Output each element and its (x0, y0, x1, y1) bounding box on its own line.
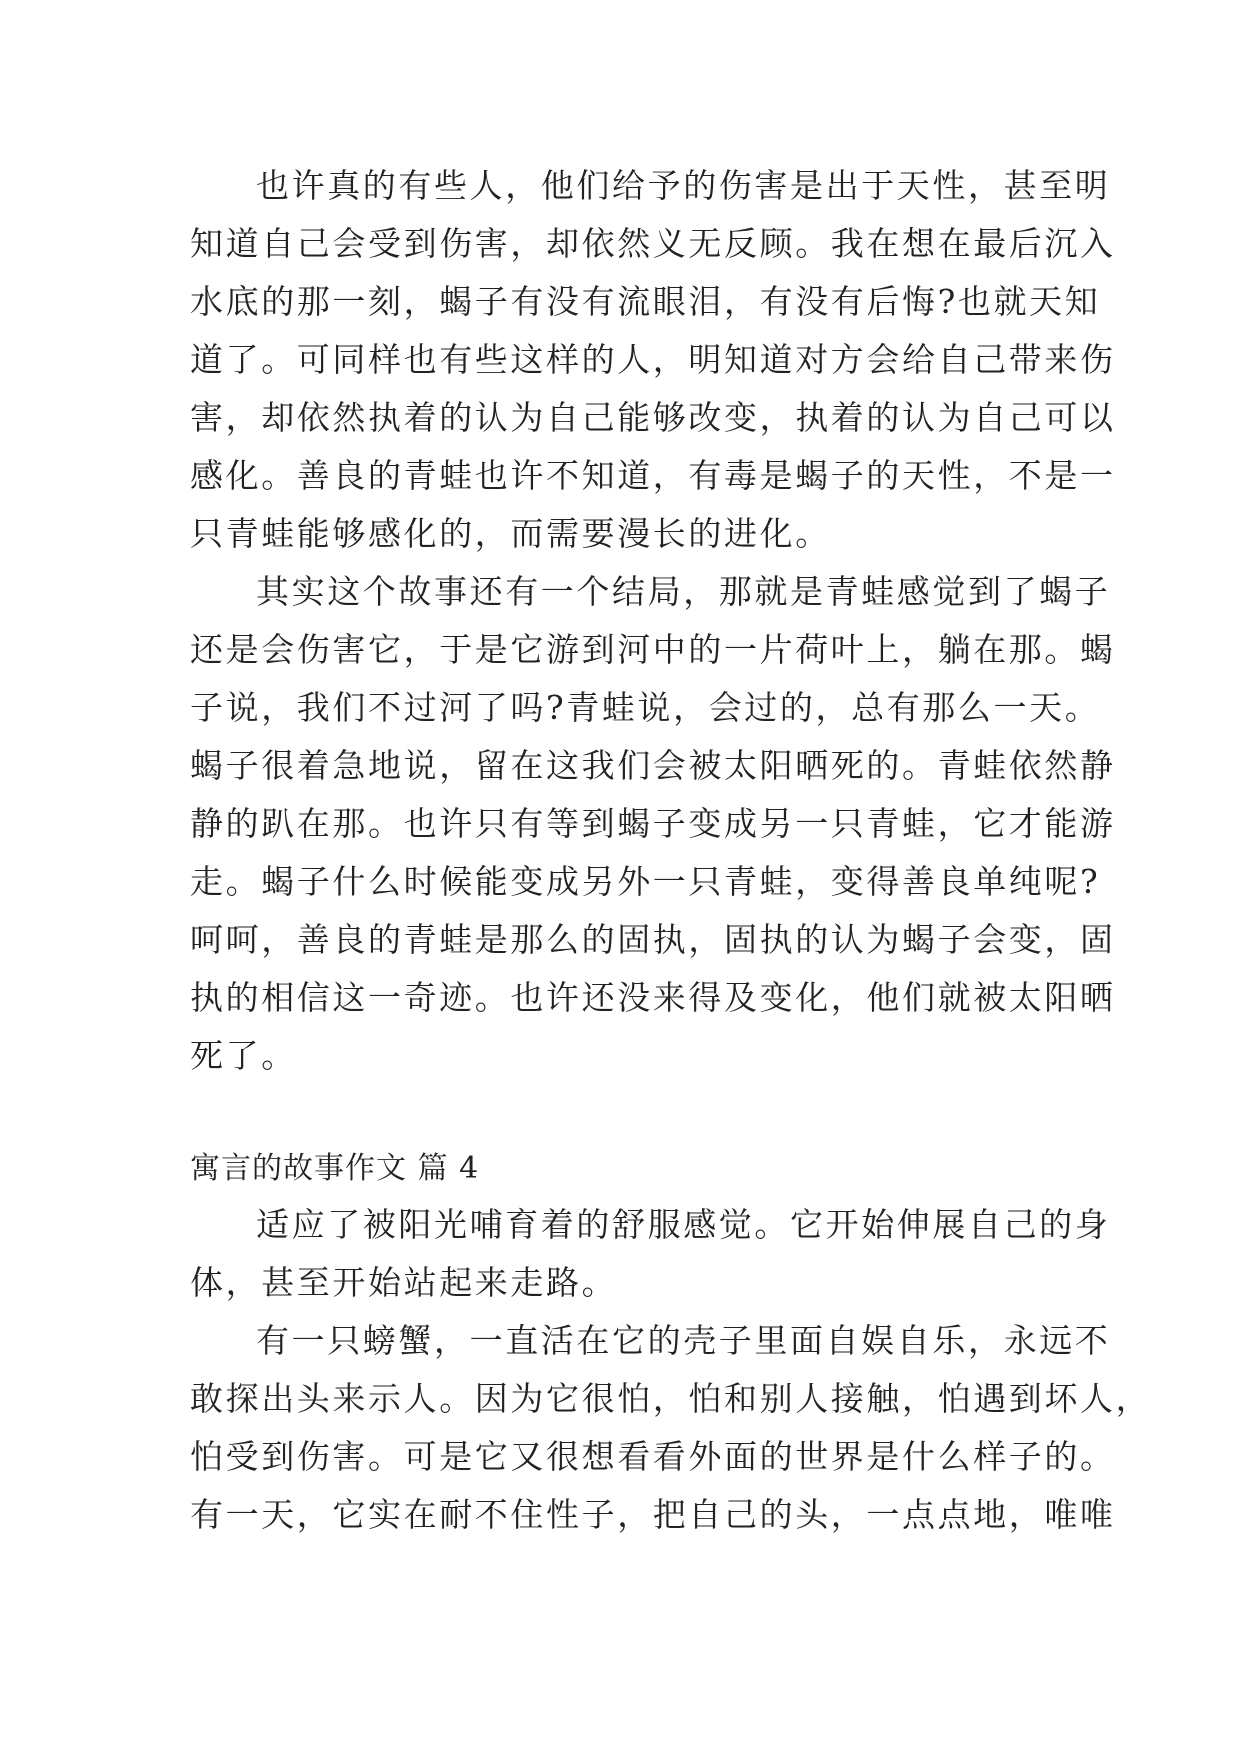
paragraph-4-line-2: 敢探出头来示人。因为它很怕，怕和别人接触，怕遇到坏人， (190, 1379, 1152, 1418)
paragraph-3-line-1: 适应了被阳光哺育着的舒服感觉。它开始伸展自己的身 (256, 1205, 1111, 1244)
paragraph-3-line-2: 体，甚至开始站起来走路。 (190, 1263, 618, 1302)
section-heading: 寓言的故事作文 篇 4 (190, 1151, 480, 1186)
paragraph-2-line-9: 死了。 (190, 1036, 297, 1075)
paragraph-2-line-2: 还是会伤害它，于是它游到河中的一片荷叶上，躺在那。蝎 (190, 630, 1116, 669)
paragraph-1-line-3: 水底的那一刻，蝎子有没有流眼泪，有没有后悔?也就天知 (190, 282, 1101, 321)
paragraph-1-line-4: 道了。可同样也有些这样的人，明知道对方会给自己带来伤 (190, 340, 1116, 379)
paragraph-2-line-4: 蝎子很着急地说，留在这我们会被太阳晒死的。青蛙依然静 (190, 746, 1116, 785)
paragraph-4-line-1: 有一只螃蟹，一直活在它的壳子里面自娱自乐，永远不 (256, 1321, 1111, 1360)
paragraph-1-line-7: 只青蛙能够感化的，而需要漫长的进化。 (190, 514, 831, 553)
paragraph-4-line-3: 怕受到伤害。可是它又很想看看外面的世界是什么样子的。 (190, 1437, 1116, 1476)
paragraph-2-line-7: 呵呵，善良的青蛙是那么的固执，固执的认为蝎子会变，固 (190, 920, 1116, 959)
paragraph-2-line-8: 执的相信这一奇迹。也许还没来得及变化，他们就被太阳晒 (190, 978, 1116, 1017)
paragraph-1-line-6: 感化。善良的青蛙也许不知道，有毒是蝎子的天性，不是一 (190, 456, 1116, 495)
paragraph-1-line-2: 知道自己会受到伤害，却依然义无反顾。我在想在最后沉入 (190, 224, 1116, 263)
paragraph-1-line-1: 也许真的有些人，他们给予的伤害是出于天性，甚至明 (256, 166, 1111, 205)
paragraph-4-line-4: 有一天，它实在耐不住性子，把自己的头，一点点地，唯唯 (190, 1495, 1116, 1534)
paragraph-2-line-3: 子说，我们不过河了吗?青蛙说，会过的，总有那么一天。 (190, 688, 1101, 727)
paragraph-2-line-6: 走。蝎子什么时候能变成另外一只青蛙，变得善良单纯呢? (190, 862, 1101, 901)
paragraph-2-line-5: 静的趴在那。也许只有等到蝎子变成另一只青蛙，它才能游 (190, 804, 1116, 843)
paragraph-1-line-5: 害，却依然执着的认为自己能够改变，执着的认为自己可以 (190, 398, 1116, 437)
paragraph-2-line-1: 其实这个故事还有一个结局，那就是青蛙感觉到了蝎子 (256, 572, 1111, 611)
